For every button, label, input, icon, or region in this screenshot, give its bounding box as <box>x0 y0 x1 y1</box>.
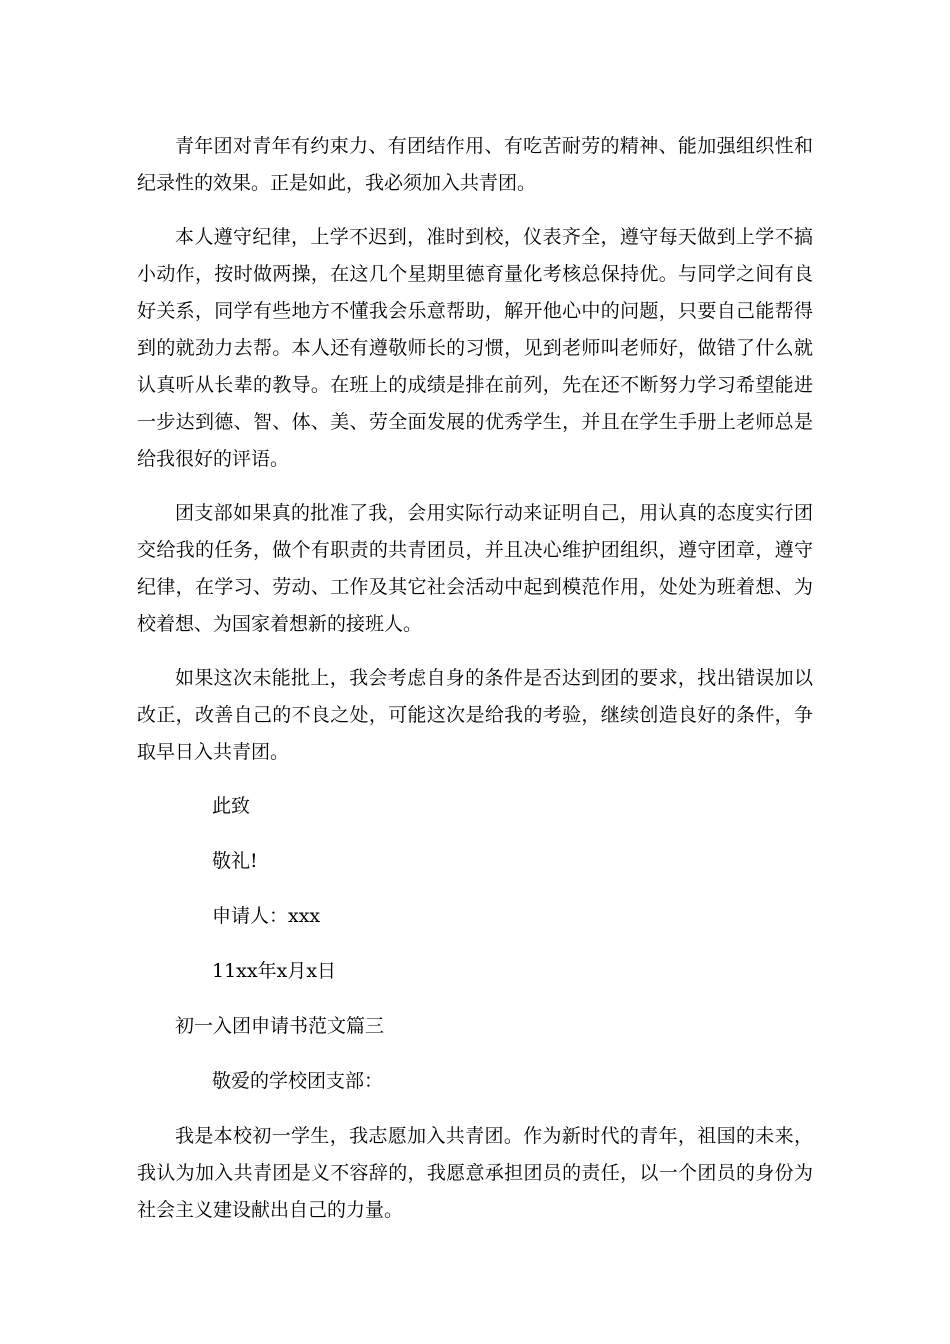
applicant-line: 申请人：xxx <box>212 905 321 927</box>
paragraph-purpose: 青年团对青年有约束力、有团结作用、有吃苦耐劳的精神、能加强组织性和纪录性的效果。正是如此，我必须加入共青团。 <box>137 135 813 194</box>
closing-cizhi: 此致 <box>212 795 251 817</box>
paragraph-commitment: 团支部如果真的批准了我，会用实际行动来证明自己，用认真的态度实行团交给我的任务，做个有职责的共青团员，并且决心维护团组织，遵守团章，遵守纪律，在学习、劳动、工作及其它社会活动中起到模范作用，处处为班着想、为校着想、为国家着想新的接班人。 <box>137 502 813 635</box>
salutation: 敬爱的学校团支部： <box>212 1070 384 1092</box>
date-line: 11xx年x月x日 <box>212 960 337 982</box>
section-heading: 初一入团申请书范文篇三 <box>175 1015 385 1037</box>
paragraph-if-rejected: 如果这次未能批上，我会考虑自身的条件是否达到团的要求，找出错误加以改正，改善自己的不良之处，可能这次是给我的考验，继续创造良好的条件，争取早日入共青团。 <box>137 667 813 763</box>
paragraph-final: 我是本校初一学生，我志愿加入共青团。作为新时代的青年，祖国的未来，我认为加入共青团是义不容辞的，我愿意承担团员的责任，以一个团员的身份为社会主义建设献出自己的力量。 <box>137 1125 813 1221</box>
document-body <box>137 128 813 1229</box>
closing-jingli: 敬礼! <box>212 850 258 872</box>
paragraph-conduct: 本人遵守纪律，上学不迟到，准时到校，仪表齐全，遵守每天做到上学不搞小动作，按时做两操，在这几个星期里德育量化考核总保持优。与同学之间有良好关系，同学有些地方不懂我会乐意帮助，解开他心中的问题，只要自己能帮得到的就劲力去帮。本人还有遵敬师长的习惯，见到老师叫老师好，做错了什么就认真听从长辈的教导。在班上的成绩是排在前列，先在还不断努力学习希望能进一步达到德、智、体、美、劳全面发展的优秀学生，并且在学生手册上老师总是给我很好的评语。 <box>137 226 813 470</box>
